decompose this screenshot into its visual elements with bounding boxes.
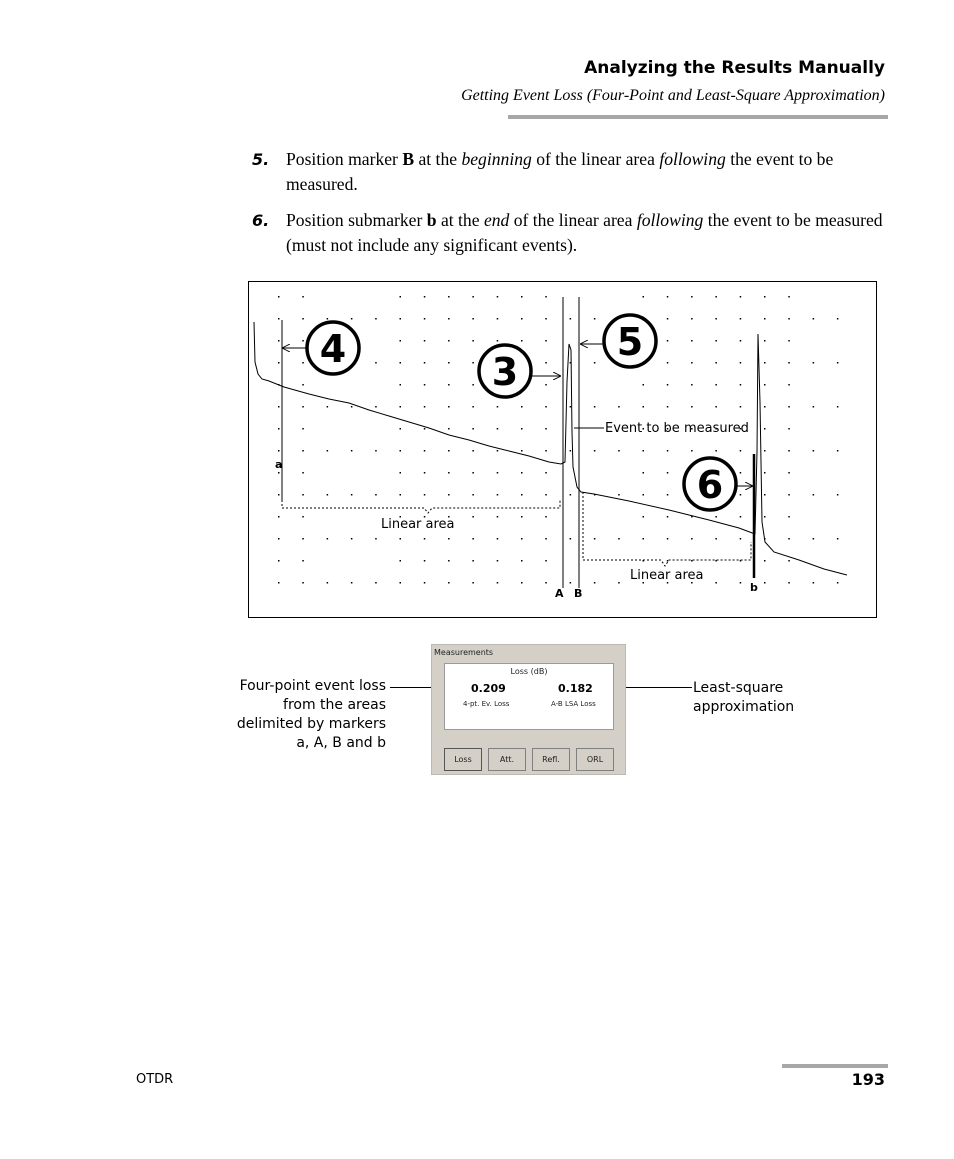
grid-dot bbox=[764, 406, 766, 408]
grid-dot bbox=[351, 318, 353, 320]
grid-dot bbox=[302, 582, 304, 584]
grid-dot bbox=[472, 318, 474, 320]
grid-dot bbox=[351, 450, 353, 452]
grid-dot bbox=[643, 472, 645, 474]
grid-dot bbox=[788, 560, 790, 562]
grid-dot bbox=[618, 494, 620, 496]
grid-dot bbox=[570, 450, 572, 452]
loss-results-box bbox=[444, 663, 614, 730]
grid-dot bbox=[448, 560, 450, 562]
grid-dot bbox=[545, 428, 547, 430]
grid-dot bbox=[472, 516, 474, 518]
grid-dot bbox=[521, 450, 523, 452]
grid-dot bbox=[715, 340, 717, 342]
grid-dot bbox=[278, 516, 280, 518]
grid-dot bbox=[545, 494, 547, 496]
grid-dot bbox=[545, 362, 547, 364]
header-divider bbox=[508, 115, 888, 119]
grid-dot bbox=[594, 538, 596, 540]
grid-dot bbox=[521, 318, 523, 320]
grid-dot bbox=[691, 560, 693, 562]
grid-dot bbox=[643, 494, 645, 496]
grid-dot bbox=[448, 450, 450, 452]
grid-dot bbox=[497, 296, 499, 298]
grid-dot bbox=[302, 340, 304, 342]
grid-dot bbox=[715, 296, 717, 298]
grid-dot bbox=[375, 582, 377, 584]
grid-dot bbox=[740, 384, 742, 386]
least-square-annotation: Least-square approximation bbox=[693, 680, 795, 715]
grid-dot bbox=[691, 318, 693, 320]
grid-dot bbox=[472, 384, 474, 386]
grid-dot bbox=[278, 296, 280, 298]
grid-dot bbox=[764, 560, 766, 562]
grid-dot bbox=[278, 428, 280, 430]
grid-dot bbox=[278, 450, 280, 452]
grid-dot bbox=[715, 516, 717, 518]
grid-dot bbox=[400, 494, 402, 496]
grid-dot bbox=[813, 582, 815, 584]
grid-dot bbox=[400, 362, 402, 364]
grid-dot bbox=[667, 318, 669, 320]
grid-dot bbox=[643, 450, 645, 452]
grid-dot bbox=[400, 560, 402, 562]
grid-dot bbox=[448, 494, 450, 496]
grid-dot bbox=[521, 406, 523, 408]
grid-dot bbox=[302, 450, 304, 452]
grid-dot bbox=[618, 450, 620, 452]
grid-dot bbox=[788, 384, 790, 386]
grid-dot bbox=[400, 296, 402, 298]
linear-area-label: Linear area bbox=[381, 517, 455, 532]
grid-dot bbox=[521, 560, 523, 562]
step-number: 5. bbox=[252, 150, 270, 169]
grid-dot bbox=[302, 472, 304, 474]
grid-dot bbox=[448, 428, 450, 430]
grid-dot bbox=[764, 384, 766, 386]
grid-dot bbox=[545, 538, 547, 540]
grid-dot bbox=[424, 560, 426, 562]
grid-dot bbox=[497, 582, 499, 584]
grid-dot bbox=[497, 340, 499, 342]
grid-dot bbox=[521, 516, 523, 518]
grid-dot bbox=[740, 582, 742, 584]
grid-dot bbox=[545, 450, 547, 452]
grid-dot bbox=[570, 538, 572, 540]
grid-dot bbox=[764, 450, 766, 452]
grid-dot bbox=[813, 450, 815, 452]
grid-dot bbox=[618, 538, 620, 540]
grid-dot bbox=[424, 472, 426, 474]
grid-dot bbox=[400, 428, 402, 430]
grid-dot bbox=[497, 450, 499, 452]
grid-dot bbox=[521, 428, 523, 430]
grid-dot bbox=[545, 560, 547, 562]
grid-dot bbox=[715, 450, 717, 452]
marker-label-a: a bbox=[275, 458, 283, 471]
grid-dot bbox=[327, 582, 329, 584]
page-number: 193 bbox=[851, 1070, 885, 1089]
grid-dot bbox=[327, 538, 329, 540]
grid-dot bbox=[400, 340, 402, 342]
grid-dot bbox=[570, 494, 572, 496]
grid-dot bbox=[788, 296, 790, 298]
grid-dot bbox=[594, 318, 596, 320]
grid-dot bbox=[497, 406, 499, 408]
grid-dot bbox=[740, 472, 742, 474]
four-point-loss-label: 4-pt. Ev. Loss bbox=[463, 700, 510, 708]
grid-dot bbox=[424, 582, 426, 584]
grid-dot bbox=[521, 472, 523, 474]
otdr-trace-figure bbox=[248, 281, 877, 618]
otdr-trace-graph bbox=[249, 282, 878, 619]
grid-dot bbox=[715, 582, 717, 584]
grid-dot bbox=[691, 296, 693, 298]
lsa-loss-value: 0.182 bbox=[558, 682, 593, 695]
lsa-loss-label: A-B LSA Loss bbox=[551, 700, 596, 708]
grid-dot bbox=[691, 406, 693, 408]
grid-dot bbox=[740, 318, 742, 320]
grid-dot bbox=[472, 560, 474, 562]
grid-dot bbox=[278, 560, 280, 562]
grid-dot bbox=[788, 494, 790, 496]
grid-dot bbox=[837, 450, 839, 452]
grid-dot bbox=[400, 582, 402, 584]
grid-dot bbox=[424, 450, 426, 452]
grid-dot bbox=[691, 340, 693, 342]
grid-dot bbox=[837, 494, 839, 496]
panel-title: Measurements bbox=[434, 648, 494, 657]
grid-dot bbox=[448, 582, 450, 584]
section-subtitle: Getting Event Loss (Four-Point and Least-Square Approximation) bbox=[461, 87, 885, 104]
grid-dot bbox=[448, 296, 450, 298]
grid-dot bbox=[740, 406, 742, 408]
grid-dot bbox=[764, 494, 766, 496]
grid-dot bbox=[448, 472, 450, 474]
grid-dot bbox=[375, 538, 377, 540]
grid-dot bbox=[497, 538, 499, 540]
grid-dot bbox=[327, 318, 329, 320]
grid-dot bbox=[813, 318, 815, 320]
grid-dot bbox=[545, 340, 547, 342]
orl-tab-button[interactable]: ORL bbox=[576, 748, 614, 771]
grid-dot bbox=[667, 362, 669, 364]
grid-dot bbox=[837, 318, 839, 320]
grid-dot bbox=[327, 494, 329, 496]
grid-dot bbox=[472, 428, 474, 430]
grid-dot bbox=[813, 538, 815, 540]
grid-dot bbox=[521, 494, 523, 496]
grid-dot bbox=[302, 384, 304, 386]
grid-dot bbox=[400, 318, 402, 320]
grid-dot bbox=[667, 450, 669, 452]
four-point-loss-value: 0.209 bbox=[471, 682, 506, 695]
grid-dot bbox=[521, 582, 523, 584]
grid-dot bbox=[813, 362, 815, 364]
grid-dot bbox=[448, 362, 450, 364]
grid-dot bbox=[521, 296, 523, 298]
grid-dot bbox=[643, 406, 645, 408]
grid-dot bbox=[667, 384, 669, 386]
grid-dot bbox=[400, 384, 402, 386]
grid-dot bbox=[570, 318, 572, 320]
grid-dot bbox=[740, 296, 742, 298]
grid-dot bbox=[400, 538, 402, 540]
grid-dot bbox=[788, 340, 790, 342]
grid-dot bbox=[813, 494, 815, 496]
grid-dot bbox=[837, 362, 839, 364]
grid-dot bbox=[472, 296, 474, 298]
grid-dot bbox=[545, 384, 547, 386]
grid-dot bbox=[278, 318, 280, 320]
grid-dot bbox=[788, 362, 790, 364]
grid-dot bbox=[375, 362, 377, 364]
footer-divider bbox=[782, 1064, 888, 1068]
grid-dot bbox=[788, 318, 790, 320]
marker-label-B: B bbox=[574, 587, 583, 600]
grid-dot bbox=[667, 296, 669, 298]
grid-dot bbox=[302, 296, 304, 298]
callout-number-3: 3 bbox=[491, 350, 519, 394]
grid-dot bbox=[375, 406, 377, 408]
callout-number-4: 4 bbox=[319, 327, 347, 371]
loss-tab-button[interactable]: Loss bbox=[444, 748, 482, 771]
grid-dot bbox=[521, 340, 523, 342]
step-text: Position marker B at the beginning of the linear area following the event to be measured. bbox=[286, 149, 834, 194]
grid-dot bbox=[691, 538, 693, 540]
grid-dot bbox=[837, 406, 839, 408]
grid-dot bbox=[278, 494, 280, 496]
section-title: Analyzing the Results Manually bbox=[584, 58, 885, 78]
grid-dot bbox=[691, 362, 693, 364]
grid-dot bbox=[764, 296, 766, 298]
grid-dot bbox=[764, 428, 766, 430]
grid-dot bbox=[594, 362, 596, 364]
grid-dot bbox=[472, 538, 474, 540]
grid-dot bbox=[667, 472, 669, 474]
grid-dot bbox=[424, 296, 426, 298]
grid-dot bbox=[497, 516, 499, 518]
grid-dot bbox=[740, 494, 742, 496]
grid-dot bbox=[424, 494, 426, 496]
grid-dot bbox=[472, 450, 474, 452]
step-text: Position submarker b at the end of the linear area following the event to be measured (must not include any significant events). bbox=[286, 210, 883, 255]
grid-dot bbox=[788, 428, 790, 430]
grid-dot bbox=[788, 538, 790, 540]
grid-dot bbox=[400, 406, 402, 408]
grid-dot bbox=[302, 494, 304, 496]
grid-dot bbox=[424, 318, 426, 320]
grid-dot bbox=[618, 406, 620, 408]
measurements-panel bbox=[431, 644, 626, 775]
grid-dot bbox=[400, 450, 402, 452]
grid-dot bbox=[424, 384, 426, 386]
grid-dot bbox=[788, 582, 790, 584]
grid-dot bbox=[764, 362, 766, 364]
grid-dot bbox=[691, 450, 693, 452]
grid-dot bbox=[375, 318, 377, 320]
grid-dot bbox=[715, 406, 717, 408]
grid-dot bbox=[740, 450, 742, 452]
grid-dot bbox=[740, 516, 742, 518]
grid-dot bbox=[545, 296, 547, 298]
grid-dot bbox=[740, 538, 742, 540]
event-label: Event to be measured bbox=[605, 421, 749, 436]
grid-dot bbox=[715, 318, 717, 320]
grid-dot bbox=[424, 406, 426, 408]
grid-dot bbox=[327, 406, 329, 408]
four-point-annotation: Four-point event loss from the areas delimited by markers a, A, B and b bbox=[236, 678, 386, 751]
grid-dot bbox=[302, 362, 304, 364]
grid-dot bbox=[691, 384, 693, 386]
linear-area-bracket-1 bbox=[282, 392, 560, 513]
grid-dot bbox=[302, 428, 304, 430]
grid-dot bbox=[667, 340, 669, 342]
grid-dot bbox=[278, 340, 280, 342]
grid-dot bbox=[764, 472, 766, 474]
grid-dot bbox=[715, 362, 717, 364]
grid-dot bbox=[375, 450, 377, 452]
grid-dot bbox=[570, 406, 572, 408]
grid-dot bbox=[302, 406, 304, 408]
grid-dot bbox=[643, 538, 645, 540]
grid-dot bbox=[837, 582, 839, 584]
grid-dot bbox=[302, 560, 304, 562]
grid-dot bbox=[643, 296, 645, 298]
grid-dot bbox=[497, 472, 499, 474]
grid-dot bbox=[643, 516, 645, 518]
grid-dot bbox=[740, 340, 742, 342]
grid-dot bbox=[594, 450, 596, 452]
callout-number-6: 6 bbox=[696, 463, 724, 507]
grid-dot bbox=[545, 318, 547, 320]
grid-dot bbox=[448, 538, 450, 540]
grid-dot bbox=[448, 406, 450, 408]
grid-dot bbox=[667, 516, 669, 518]
grid-dot bbox=[351, 538, 353, 540]
grid-dot bbox=[788, 406, 790, 408]
refl-tab-button[interactable]: Refl. bbox=[532, 748, 570, 771]
grid-dot bbox=[472, 494, 474, 496]
linear-area-label: Linear area bbox=[630, 568, 704, 583]
grid-dot bbox=[715, 384, 717, 386]
grid-dot bbox=[497, 494, 499, 496]
step-number: 6. bbox=[252, 211, 270, 230]
grid-dot bbox=[594, 582, 596, 584]
grid-dot bbox=[788, 472, 790, 474]
grid-dot bbox=[424, 340, 426, 342]
grid-dot bbox=[764, 582, 766, 584]
grid-dot bbox=[667, 406, 669, 408]
grid-dot bbox=[472, 472, 474, 474]
loss-header: Loss (dB) bbox=[510, 667, 548, 676]
grid-dot bbox=[545, 472, 547, 474]
grid-dot bbox=[618, 582, 620, 584]
footer-product: OTDR bbox=[136, 1072, 174, 1087]
grid-dot bbox=[813, 406, 815, 408]
grid-dot bbox=[327, 450, 329, 452]
grid-dot bbox=[448, 318, 450, 320]
grid-dot bbox=[545, 516, 547, 518]
grid-dot bbox=[740, 362, 742, 364]
grid-dot bbox=[351, 406, 353, 408]
grid-dot bbox=[643, 384, 645, 386]
grid-dot bbox=[302, 538, 304, 540]
grid-dot bbox=[667, 494, 669, 496]
grid-dot bbox=[448, 384, 450, 386]
grid-dot bbox=[472, 406, 474, 408]
grid-dot bbox=[400, 472, 402, 474]
grid-dot bbox=[448, 340, 450, 342]
grid-dot bbox=[278, 582, 280, 584]
grid-dot bbox=[570, 582, 572, 584]
grid-dot bbox=[667, 538, 669, 540]
grid-dot bbox=[424, 362, 426, 364]
callout-number-5: 5 bbox=[616, 320, 644, 364]
att-tab-button[interactable]: Att. bbox=[488, 748, 526, 771]
grid-dot bbox=[837, 538, 839, 540]
marker-label-b: b bbox=[750, 581, 758, 594]
grid-dot bbox=[278, 472, 280, 474]
grid-dot bbox=[472, 582, 474, 584]
grid-dot bbox=[351, 494, 353, 496]
grid-dot bbox=[278, 538, 280, 540]
grid-dot bbox=[278, 362, 280, 364]
grid-dot bbox=[521, 538, 523, 540]
grid-dot bbox=[472, 362, 474, 364]
grid-dot bbox=[302, 516, 304, 518]
grid-dot bbox=[788, 450, 790, 452]
grid-dot bbox=[375, 494, 377, 496]
grid-dot bbox=[302, 318, 304, 320]
grid-dot bbox=[351, 582, 353, 584]
grid-dot bbox=[497, 318, 499, 320]
grid-dot bbox=[497, 560, 499, 562]
marker-label-A: A bbox=[555, 587, 564, 600]
grid-dot bbox=[545, 406, 547, 408]
grid-dot bbox=[667, 560, 669, 562]
grid-dot bbox=[594, 406, 596, 408]
grid-dot bbox=[715, 538, 717, 540]
grid-dot bbox=[788, 516, 790, 518]
grid-dot bbox=[545, 582, 547, 584]
grid-dot bbox=[764, 340, 766, 342]
grid-dot bbox=[278, 406, 280, 408]
grid-dot bbox=[424, 538, 426, 540]
grid-dot bbox=[764, 318, 766, 320]
grid-dot bbox=[764, 516, 766, 518]
grid-dot bbox=[497, 428, 499, 430]
grid-dot bbox=[424, 428, 426, 430]
grid-dot bbox=[472, 340, 474, 342]
